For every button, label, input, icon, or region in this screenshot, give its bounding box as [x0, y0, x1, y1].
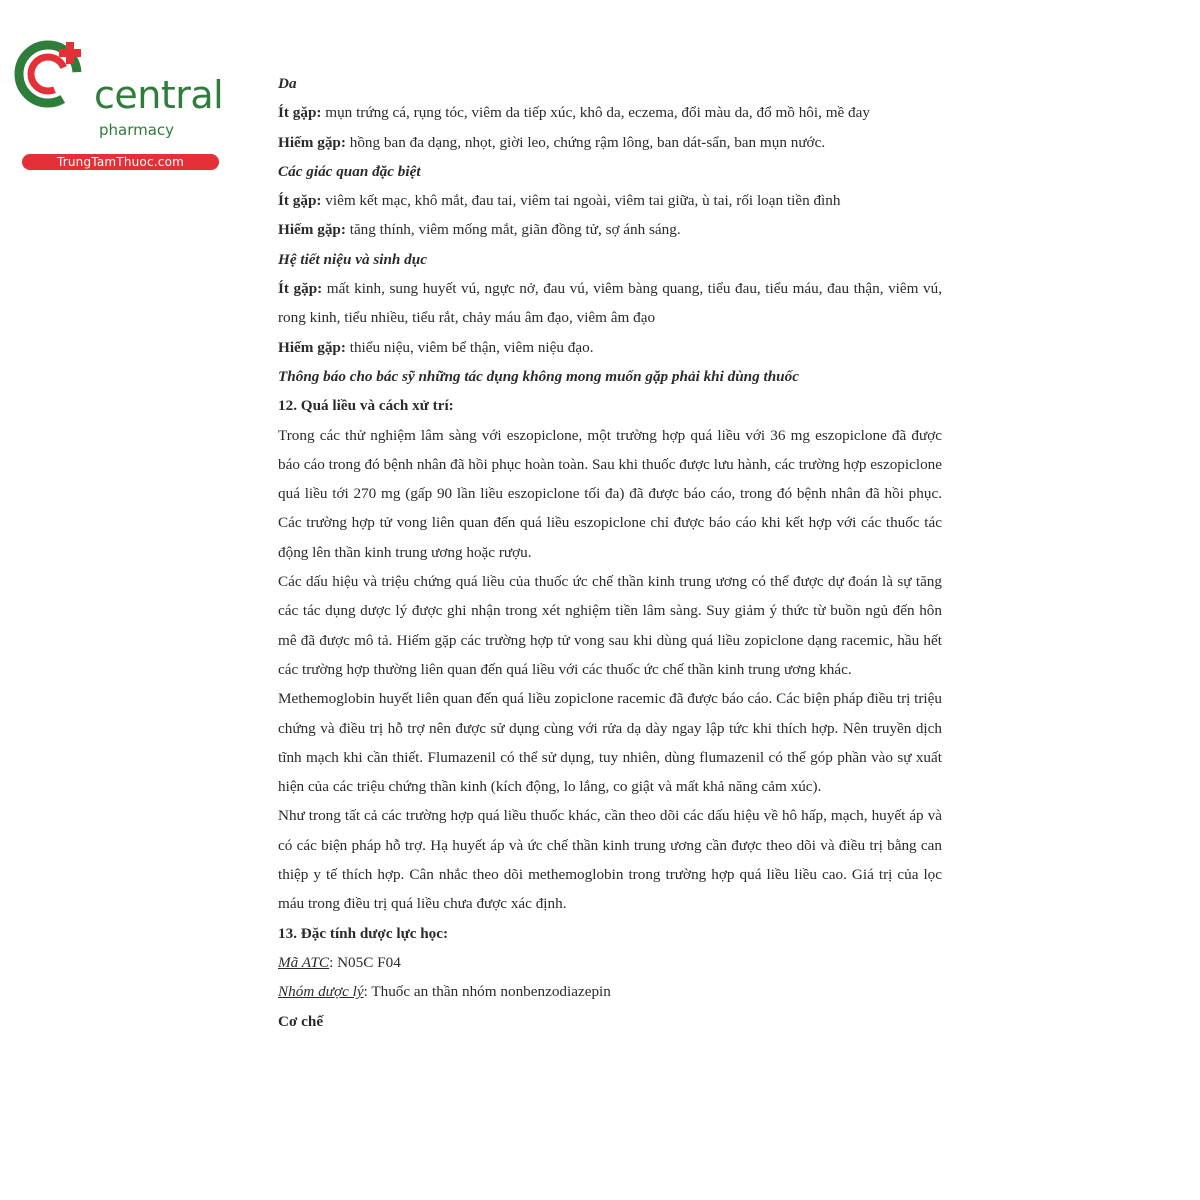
frequency-text: mất kinh, sung huyết vú, ngực nở, đau vú, viêm bàng quang, tiểu đau, tiểu máu, đau thận, viêm vú, rong kinh, tiểu nhiều, tiểu rắt, chảy máu âm đạo, viêm âm đạo — [278, 280, 942, 327]
logo-brand-name: central — [94, 73, 224, 117]
section-heading-senses: Các giác quan đặc biệt — [278, 162, 421, 180]
da-common-line — [278, 98, 942, 127]
frequency-label: Hiếm gặp: — [278, 338, 346, 356]
senses-common-line — [278, 186, 942, 215]
frequency-label: Hiếm gặp: — [278, 221, 346, 239]
frequency-label: Ít gặp: — [278, 104, 322, 122]
report-notice: Thông báo cho bác sỹ những tác dụng không mong muốn gặp phải khi dùng thuốc — [278, 367, 799, 385]
atc-label: Mã ATC — [278, 953, 330, 971]
urogenital-common-line — [278, 274, 942, 333]
document-body — [278, 69, 942, 1036]
drug-group-label: Nhóm dược lý — [278, 983, 364, 1001]
frequency-text: thiểu niệu, viêm bể thận, viêm niệu đạo. — [345, 338, 594, 356]
drug-group-line — [278, 977, 942, 1006]
da-rare-line — [278, 128, 942, 157]
frequency-text: tăng thính, viêm mống mắt, giãn đồng tử, sợ ánh sáng. — [345, 221, 681, 239]
section-heading-da: Da — [278, 75, 297, 92]
section-12-title: 12. Quá liều và cách xử trí: — [278, 397, 454, 415]
frequency-label: Ít gặp: — [278, 192, 322, 210]
overdose-paragraph-1: Trong các thử nghiệm lâm sàng với eszopiclone, một trường hợp quá liều với 36 mg eszopiclone đã được báo cáo trong đó bệnh nhân đã hồi phục hoàn toàn. Sau khi thuốc được lưu hành, các trường hợp eszopiclone quá liều tới 270 mg (gấp 90 lần liều eszopiclone tối đa) đã được báo cáo, trong đó bệnh nhân đã hồi phục. Các trường hợp tử vong liên quan đến quá liều eszopiclone chỉ được báo cáo khi kết hợp với các thuốc tác động lên thần kinh trung ương hoặc rượu. — [278, 426, 942, 561]
overdose-paragraph-2: Các dấu hiệu và triệu chứng quá liều của thuốc ức chế thần kinh trung ương có thể được dự đoán là sự tăng các tác dụng dược lý được ghi nhận trong xét nghiệm tiền lâm sàng. Suy giảm ý thức từ buồn ngủ đến hôn mê đã được mô tả. Hiếm gặp các trường hợp tử vong sau khi dùng quá liều zopiclone dạng racemic, hầu hết các trường hợp thường liên quan đến quá liều với các thuốc ức chế thần kinh trung ương khác. — [278, 573, 942, 678]
section-heading-urogenital: Hệ tiết niệu và sinh dục — [278, 250, 427, 268]
urogenital-rare-line — [278, 333, 942, 362]
section-13-title: 13. Đặc tính dược lực học: — [278, 924, 449, 942]
logo-mark-icon — [10, 36, 94, 120]
frequency-label: Ít gặp: — [278, 280, 323, 298]
central-pharmacy-logo[interactable] — [10, 36, 224, 169]
overdose-paragraph-3: Methemoglobin huyết liên quan đến quá liều zopiclone racemic đã được báo cáo. Các biện pháp điều trị triệu chứng và điều trị hỗ trợ nên được sử dụng cùng với rửa dạ dày ngay lập tức khi thích hợp. Nên truyền dịch tĩnh mạch khi cần thiết. Flumazenil có thể sử dụng, tuy nhiên, dùng flumazenil có thể góp phần vào sự xuất hiện của các triệu chứng thần kinh (kích động, lo lắng, co giật và mất khả năng cảm xúc). — [278, 690, 942, 796]
overdose-paragraph-4: Như trong tất cả các trường hợp quá liều thuốc khác, cần theo dõi các dấu hiệu về hô hấp, mạch, huyết áp và có các biện pháp hỗ trợ. Hạ huyết áp và ức chế thần kinh trung ương cần được theo dõi và điều trị bằng can thiệp y tế thích hợp. Cân nhắc theo dõi methemoglobin trong trường hợp quá liều liều cao. Giá trị của lọc máu trong điều trị quá liều chưa được xác định. — [278, 807, 942, 913]
logo-site-url[interactable]: TrungTamThuoc.com — [22, 154, 219, 170]
frequency-label: Hiếm gặp: — [278, 133, 346, 151]
mechanism-heading: Cơ chế — [278, 1012, 324, 1030]
atc-code-line — [278, 948, 942, 977]
drug-group-value: : Thuốc an thần nhóm nonbenzodiazepin — [363, 983, 611, 1001]
frequency-text: hồng ban đa dạng, nhọt, giời leo, chứng rậm lông, ban dát-sẩn, ban mụn nước. — [345, 133, 826, 151]
frequency-text: viêm kết mạc, khô mắt, đau tai, viêm tai ngoài, viêm tai giữa, ù tai, rối loạn tiền đình — [321, 192, 841, 210]
frequency-text: mụn trứng cá, rụng tóc, viêm da tiếp xúc, khô da, eczema, đổi màu da, đổ mồ hôi, mề đay — [321, 104, 870, 122]
atc-value: : N05C F04 — [329, 953, 401, 971]
logo-brand-sub: pharmacy — [99, 121, 175, 139]
senses-rare-line — [278, 215, 942, 244]
